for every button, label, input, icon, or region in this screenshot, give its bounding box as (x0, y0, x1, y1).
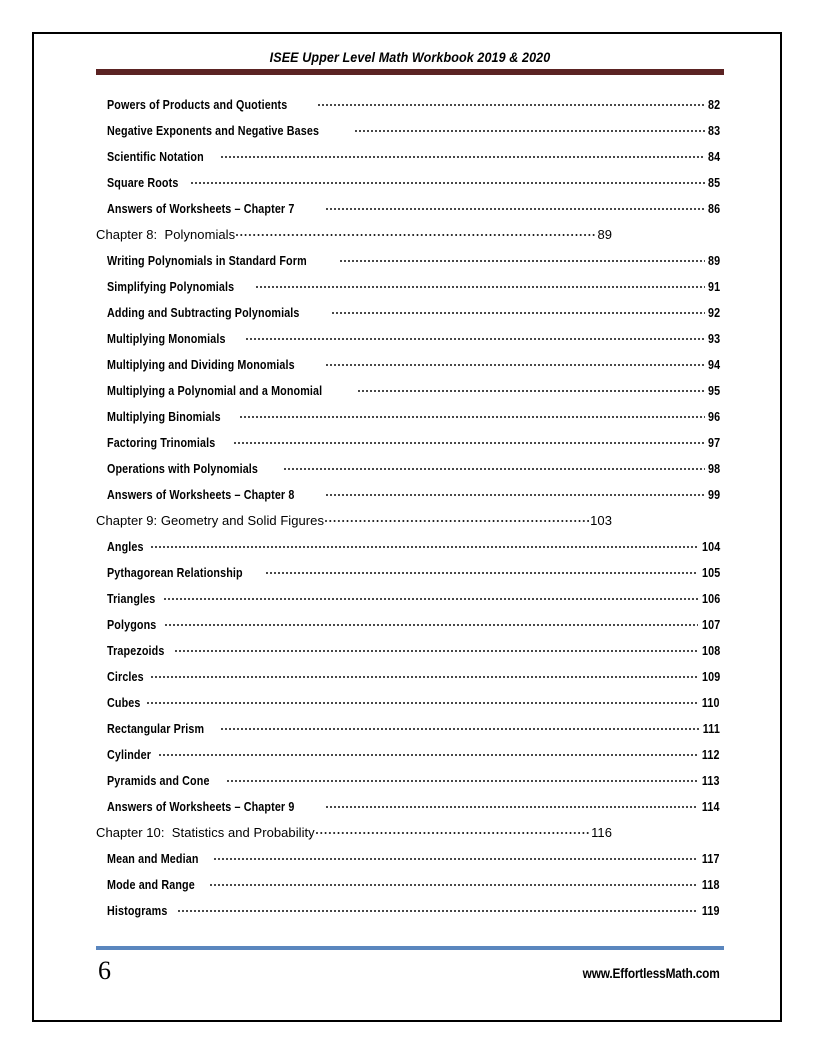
toc-entry-row[interactable] (34, 638, 780, 664)
toc-entry-row[interactable] (34, 872, 780, 898)
toc-line (107, 144, 720, 170)
toc-line (107, 872, 720, 898)
toc-entry-page-number: 92 (707, 306, 720, 320)
toc-entry-page-number: 103 (590, 513, 612, 528)
footer-rule (96, 946, 724, 950)
header-rule (96, 69, 724, 75)
toc-entry-label: Pyramids and Cone (107, 774, 210, 788)
toc-line (96, 222, 612, 248)
toc-entry-row[interactable] (34, 898, 780, 924)
toc-line (107, 430, 720, 456)
toc-dot-leader (159, 745, 698, 759)
toc-entry-page-number: 105 (701, 566, 720, 580)
toc-entry-page-number: 108 (701, 644, 720, 658)
toc-dot-leader (147, 693, 698, 707)
toc-dot-leader (151, 667, 698, 681)
toc-dot-leader (221, 719, 699, 733)
toc-entry-label: Cubes (107, 696, 141, 710)
toc-dot-leader (234, 433, 705, 447)
toc-entry-label: Simplifying Polynomials (107, 280, 235, 294)
toc-line (107, 586, 720, 612)
toc-dot-leader (266, 563, 698, 577)
toc-entry-row[interactable] (34, 326, 780, 352)
table-of-contents (34, 92, 780, 924)
toc-entry-label: Scientific Notation (107, 150, 204, 164)
toc-line (107, 300, 720, 326)
toc-entry-label: Factoring Trinomials (107, 436, 216, 450)
toc-dot-leader (332, 303, 705, 317)
toc-dot-leader (210, 875, 698, 889)
toc-entry-label: Negative Exponents and Negative Bases (107, 124, 320, 138)
toc-dot-leader (246, 329, 705, 343)
toc-entry-page-number: 96 (707, 410, 720, 424)
toc-dot-leader (240, 407, 704, 421)
toc-line (107, 378, 720, 404)
toc-entry-page-number: 82 (707, 98, 720, 112)
toc-entry-label: Angles (107, 540, 144, 554)
toc-dot-leader (325, 511, 589, 525)
toc-dot-leader (326, 485, 705, 499)
toc-entry-page-number: 111 (702, 722, 720, 736)
toc-entry-row[interactable] (34, 716, 780, 742)
toc-dot-leader (256, 277, 705, 291)
toc-entry-page-number: 97 (707, 436, 720, 450)
toc-entry-label: Chapter 10: Statistics and Probability (96, 825, 315, 840)
toc-entry-page-number: 85 (707, 176, 720, 190)
toc-entry-page-number: 104 (701, 540, 720, 554)
toc-entry-page-number: 86 (707, 202, 720, 216)
toc-chapter-row[interactable] (34, 508, 780, 534)
toc-dot-leader (151, 537, 698, 551)
running-head-title: ISEE Upper Level Math Workbook 2019 & 2020 (269, 50, 551, 65)
toc-line (107, 482, 720, 508)
toc-entry-label: Triangles (107, 592, 156, 606)
toc-dot-leader (358, 381, 704, 395)
toc-entry-row[interactable] (34, 352, 780, 378)
toc-entry-row[interactable] (34, 846, 780, 872)
toc-entry-label: Multiplying and Dividing Monomials (107, 358, 295, 372)
toc-entry-label: Trapezoids (107, 644, 165, 658)
toc-entry-label: Answers of Worksheets – Chapter 9 (107, 800, 295, 814)
toc-line (107, 664, 720, 690)
toc-dot-leader (316, 823, 590, 837)
toc-dot-leader (227, 771, 698, 785)
toc-entry-page-number: 119 (702, 904, 720, 918)
toc-entry-row[interactable] (34, 742, 780, 768)
toc-line (107, 898, 720, 924)
toc-dot-leader (318, 95, 705, 109)
toc-entry-page-number: 91 (707, 280, 720, 294)
toc-entry-row[interactable] (34, 664, 780, 690)
toc-entry-row[interactable] (34, 92, 780, 118)
toc-entry-label: Multiplying a Polynomial and a Monomial (107, 384, 323, 398)
toc-entry-row[interactable] (34, 794, 780, 820)
toc-line (107, 404, 720, 430)
page-number: 6 (98, 956, 111, 985)
toc-line (107, 846, 720, 872)
toc-entry-label: Powers of Products and Quotients (107, 98, 288, 112)
toc-dot-leader (355, 121, 705, 135)
toc-entry-row[interactable] (34, 456, 780, 482)
toc-entry-row[interactable] (34, 144, 780, 170)
toc-entry-page-number: 112 (702, 748, 720, 762)
toc-entry-page-number: 89 (707, 254, 720, 268)
toc-entry-row[interactable] (34, 690, 780, 716)
toc-line (107, 274, 720, 300)
toc-line (107, 92, 720, 118)
toc-dot-leader (326, 199, 705, 213)
toc-entry-label: Circles (107, 670, 144, 684)
toc-entry-row[interactable] (34, 274, 780, 300)
toc-entry-page-number: 109 (701, 670, 720, 684)
toc-entry-label: Answers of Worksheets – Chapter 8 (107, 488, 295, 502)
toc-line (107, 612, 720, 638)
toc-entry-page-number: 98 (707, 462, 720, 476)
toc-line (107, 794, 720, 820)
toc-entry-row[interactable] (34, 560, 780, 586)
toc-line (107, 352, 720, 378)
toc-line (96, 508, 612, 534)
toc-entry-label: Writing Polynomials in Standard Form (107, 254, 307, 268)
toc-entry-label: Adding and Subtracting Polynomials (107, 306, 300, 320)
toc-dot-leader (340, 251, 705, 265)
toc-entry-label: Answers of Worksheets – Chapter 7 (107, 202, 295, 216)
toc-entry-page-number: 113 (702, 774, 720, 788)
toc-line (107, 196, 720, 222)
toc-chapter-row[interactable] (34, 222, 780, 248)
toc-entry-page-number: 95 (707, 384, 720, 398)
toc-entry-label: Operations with Polynomials (107, 462, 259, 476)
toc-line (107, 638, 720, 664)
toc-entry-label: Cylinder (107, 748, 152, 762)
toc-entry-row[interactable] (34, 170, 780, 196)
toc-line (107, 248, 720, 274)
toc-entry-row[interactable] (34, 118, 780, 144)
toc-line (107, 560, 720, 586)
toc-entry-row[interactable] (34, 248, 780, 274)
toc-line (107, 534, 720, 560)
toc-dot-leader (284, 459, 705, 473)
toc-entry-row[interactable] (34, 404, 780, 430)
toc-dot-leader (191, 173, 705, 187)
toc-entry-row[interactable] (34, 430, 780, 456)
toc-entry-row[interactable] (34, 612, 780, 638)
toc-entry-row[interactable] (34, 378, 780, 404)
toc-entry-label: Multiplying Monomials (107, 332, 226, 346)
toc-line (107, 768, 720, 794)
toc-entry-label: Rectangular Prism (107, 722, 205, 736)
toc-entry-page-number: 114 (702, 800, 720, 814)
toc-entry-page-number: 94 (707, 358, 720, 372)
toc-entry-label: Mean and Median (107, 852, 199, 866)
toc-entry-page-number: 93 (707, 332, 720, 346)
toc-entry-row[interactable] (34, 586, 780, 612)
toc-entry-label: Square Roots (107, 176, 179, 190)
toc-entry-page-number: 117 (702, 852, 720, 866)
toc-entry-label: Pythagorean Relationship (107, 566, 243, 580)
toc-entry-label: Mode and Range (107, 878, 195, 892)
toc-entry-page-number: 84 (707, 150, 720, 164)
toc-line (107, 742, 720, 768)
toc-entry-row[interactable] (34, 196, 780, 222)
toc-entry-page-number: 89 (597, 227, 612, 242)
toc-line (107, 456, 720, 482)
toc-entry-page-number: 83 (707, 124, 720, 138)
toc-dot-leader (178, 901, 698, 915)
toc-entry-page-number: 107 (701, 618, 720, 632)
toc-entry-label: Chapter 8: Polynomials (96, 227, 236, 242)
toc-entry-row[interactable] (34, 482, 780, 508)
toc-entry-row[interactable] (34, 768, 780, 794)
toc-dot-leader (326, 355, 704, 369)
toc-dot-leader (326, 797, 698, 811)
toc-entry-row[interactable] (34, 300, 780, 326)
toc-entry-page-number: 118 (702, 878, 720, 892)
toc-entry-page-number: 110 (702, 696, 720, 710)
toc-line (96, 820, 612, 846)
toc-entry-label: Histograms (107, 904, 168, 918)
toc-dot-leader (214, 849, 698, 863)
toc-entry-page-number: 99 (707, 488, 720, 502)
toc-dot-leader (221, 147, 705, 161)
toc-dot-leader (164, 589, 697, 603)
toc-chapter-row[interactable] (34, 820, 780, 846)
toc-line (107, 170, 720, 196)
toc-line (107, 716, 720, 742)
toc-entry-page-number: 116 (591, 825, 612, 840)
footer-website: www.EffortlessMath.com (583, 966, 720, 981)
toc-dot-leader (236, 225, 596, 239)
toc-entry-label: Multiplying Binomials (107, 410, 221, 424)
page-sheet (32, 32, 782, 1022)
toc-entry-page-number: 106 (701, 592, 720, 606)
toc-dot-leader (175, 641, 698, 655)
toc-entry-row[interactable] (34, 534, 780, 560)
toc-line (107, 118, 720, 144)
toc-dot-leader (165, 615, 697, 629)
toc-line (107, 326, 720, 352)
toc-entry-label: Chapter 9: Geometry and Solid Figures (96, 513, 325, 528)
toc-line (107, 690, 720, 716)
toc-entry-label: Polygons (107, 618, 157, 632)
